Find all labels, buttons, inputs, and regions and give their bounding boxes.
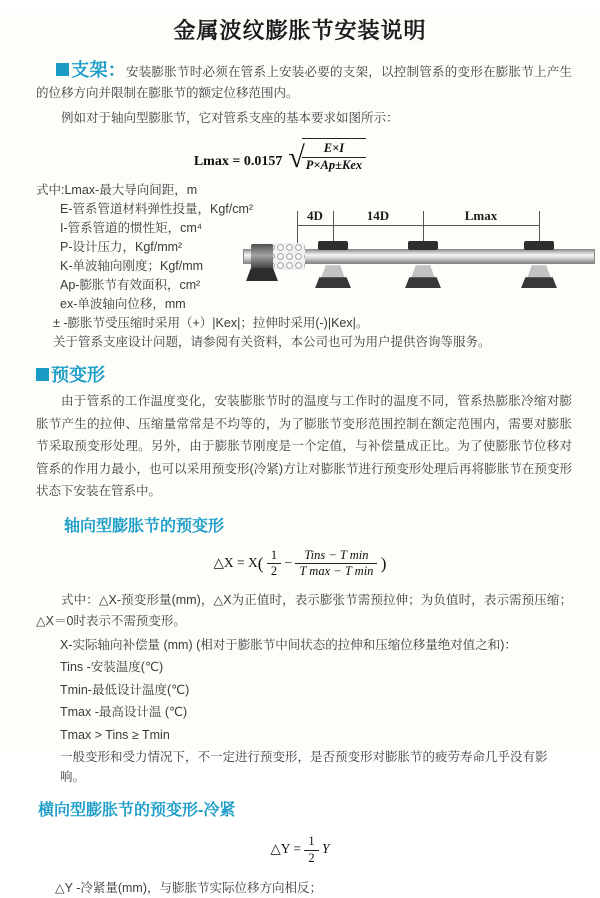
page-title: 金属波纹膨胀节安装说明 <box>173 18 427 43</box>
definition-line: 式中:Lmax-最大导向间距，m <box>36 183 198 198</box>
section-heading-support <box>56 60 126 80</box>
predeform-body-paragraph: 由于管系的工作温度变化，安装膨胀节时的温度与工作时的温度不同，管系热膨胀冷缩对膨胀节产生的拉伸、压缩量常常是不均等的，为了膨胀节变形范围控制在额定范围内，需要对膨胀节采取预变形处理。另外，由于膨胀节刚度是一个定值，与补偿量成正比。为了使膨胀节位移对管系的作用力最小，也可以采用预变形(冷紧)方让对膨胀节进行预变形处理后再将膨胀节在预变形状态下安装在管系中。 <box>36 394 572 499</box>
support-example-line: 例如对于轴向型膨胀节，它对管系支座的基本要求如图所示： <box>61 111 399 125</box>
blue-square-icon <box>36 368 49 381</box>
guide-support <box>403 207 443 309</box>
lateral-subheading: 横向型膨胀节的预变形-冷紧 <box>38 802 236 819</box>
definitions-and-diagram <box>0 181 600 352</box>
one-half-fraction: $\frac{1}{2}$ <box>304 834 318 866</box>
consulting-note: 关于管系支座设计问题，请参阅有关资料，本公司也可为用户提供咨询等服务。 <box>53 335 491 350</box>
anchor-foot <box>246 268 278 281</box>
section-heading-predeform-label: 预变形 <box>51 365 105 386</box>
axial-subheading: 轴向型膨胀节的预变形 <box>64 517 225 535</box>
axial-definition-line: X-实际轴向补偿量 (mm) (相对于膨胀节中间状态的拉伸和压缩位移量绝对值之和)： <box>60 637 517 652</box>
guide-support <box>313 207 353 309</box>
axial-definition-line: Tins -安装温度(℃) <box>60 660 164 674</box>
minus-sign: − <box>284 554 293 570</box>
definition-line: Ap-膨胀节有效面积，cm² <box>60 278 201 293</box>
axial-formula: △X = X( $\frac{1}{2}$ − $\frac{\text{Tins − T min}}{\text{T max − T min}}$ ) <box>213 547 387 579</box>
dim-label-14d: 14D <box>364 209 392 223</box>
definition-line: K-单波轴向刚度；Kgf/mm <box>60 259 204 274</box>
definition-line: E-管系管道材料弹性投量，Kgf/cm² <box>60 202 254 217</box>
dim-label-lmax: Lmax <box>462 209 501 223</box>
lmax-formula-lhs: Lmax = 0.0157 <box>193 154 283 170</box>
axial-formula-explanation: 式中：△X-预变形量(mm)，△X为正值时，表示膨张节需预拉伸；为负值时，表示需预压缩；△X＝0时表示不需预变形。 <box>36 593 572 628</box>
sqrt-radical <box>288 138 366 173</box>
axial-definition-line: Tmax -最高设计温 (℃) <box>60 705 188 719</box>
anchor-support <box>245 207 279 309</box>
lmax-formula-denominator: P×Ap±Kex <box>305 157 363 172</box>
lmax-formula-numerator: E×I <box>302 141 366 158</box>
kex-sign-note: ± -膨胀节受压缩时采用（+）|Kex|；拉伸时采用(-)|Kex|。 <box>53 316 369 331</box>
section-heading-support-label: 支架： <box>71 60 126 80</box>
blue-square-icon <box>56 63 69 76</box>
support-intro-paragraph <box>36 60 572 104</box>
axial-definition-line: Tmin-最低设计温度(℃) <box>60 682 190 697</box>
radical-sign-icon: √ <box>288 141 305 175</box>
axial-formula-lhs: △X = X <box>213 554 258 570</box>
axial-definition-line: Tmax > Tins ≥ Tmin <box>60 727 170 742</box>
one-half-fraction: $\frac{1}{2}$ <box>267 548 281 580</box>
definition-line: ex-单波轴向位移，mm <box>60 297 186 312</box>
lateral-formula-explanation: △Y -冷紧量(mm)，与膨胀节实际位移方向相反； <box>55 881 323 896</box>
document-page <box>0 14 600 896</box>
lmax-formula <box>0 138 560 173</box>
support-intro-text: 安装膨胀节时必须在管系上安装必要的支架，以控制管系的变形在膨胀节上产生的位移方向并限制在膨胀节的额定位移范围内。 <box>36 65 572 100</box>
definition-line: P-设计压力，Kgf/mm² <box>60 240 183 255</box>
section-heading-predeform <box>36 361 600 387</box>
axial-definition-list <box>60 635 572 788</box>
temperature-fraction: $\frac{\text{Tins − T min}}{\text{T max − T min}}$ <box>295 548 377 580</box>
lateral-formula-rhs: Y <box>322 841 330 857</box>
axial-definition-line: 一般变形和受力情况下，不一定进行预变形，是否预变形对膨胀节的疲劳寿命几乎没有影响。 <box>60 750 548 784</box>
lateral-formula-lhs: △Y = <box>270 841 302 857</box>
lateral-formula <box>0 834 600 866</box>
support-spacing-diagram <box>243 207 595 309</box>
anchor-clamp <box>251 244 273 269</box>
dim-label-4d: 4D <box>304 209 326 223</box>
guide-support <box>519 207 559 309</box>
definition-line: I-管系管道的惯性矩，cm⁴ <box>60 221 203 236</box>
